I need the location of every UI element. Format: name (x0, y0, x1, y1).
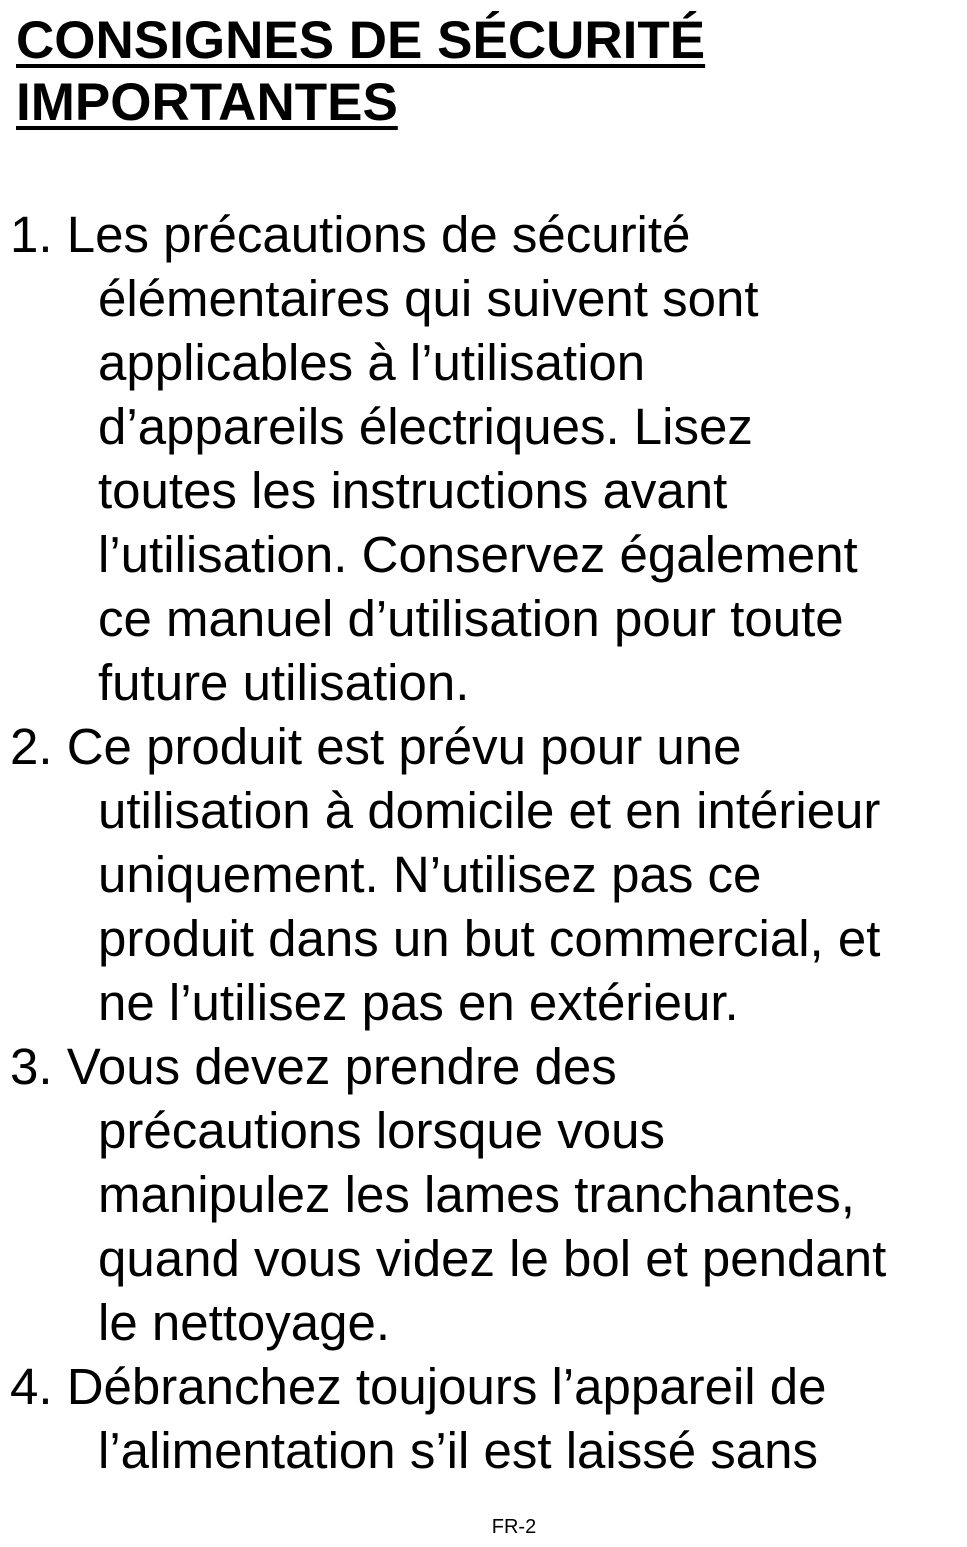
page-title-line-2: IMPORTANTES (16, 73, 398, 132)
list-item-line: produit dans un but commercial, et (98, 910, 881, 967)
page-number: FR-2 (491, 1516, 537, 1538)
safety-instructions-list (10, 203, 965, 1483)
list-item-line: uniquement. N’utilisez pas ce (98, 846, 762, 903)
list-item-line: l’alimentation s’il est laissé sans (98, 1422, 818, 1479)
list-item-line: 4. Débranchez toujours l’appareil de (10, 1358, 827, 1415)
list-item-line: le nettoyage. (98, 1294, 391, 1351)
list-item-line: précautions lorsque vous (98, 1102, 666, 1159)
list-item-2 (10, 715, 965, 1035)
list-item-number: 1. (10, 206, 53, 263)
list-item-line: toutes les instructions avant (98, 462, 728, 519)
list-item-line: élémentaires qui suivent sont (98, 270, 759, 327)
list-item-line: ce manuel d’utilisation pour toute (98, 590, 844, 647)
list-item-3 (10, 1035, 965, 1355)
page-title (16, 10, 705, 134)
list-item-line: l’utilisation. Conservez également (98, 526, 858, 583)
list-item-line: applicables à l’utilisation (98, 334, 646, 391)
list-item-line: ne l’utilisez pas en extérieur. (98, 974, 739, 1031)
list-item-line: utilisation à domicile et en intérieur (98, 782, 881, 839)
list-item-number: 2. (10, 718, 53, 775)
page-title-line-1: CONSIGNES DE SÉCURITÉ (16, 11, 706, 70)
list-item-number: 3. (10, 1038, 53, 1095)
list-item-line: 1. Les précautions de sécurité (10, 206, 691, 263)
list-item-line: future utilisation. (98, 654, 470, 711)
list-item-1 (10, 203, 965, 715)
list-item-line: 3. Vous devez prendre des (10, 1038, 617, 1095)
list-item-line: 2. Ce produit est prévu pour une (10, 718, 742, 775)
list-item-line: d’appareils électriques. Lisez (98, 398, 753, 455)
list-item-line: quand vous videz le bol et pendant (98, 1230, 887, 1287)
list-item-4 (10, 1355, 965, 1483)
list-item-number: 4. (10, 1358, 53, 1415)
list-item-line: manipulez les lames tranchantes, (98, 1166, 855, 1223)
